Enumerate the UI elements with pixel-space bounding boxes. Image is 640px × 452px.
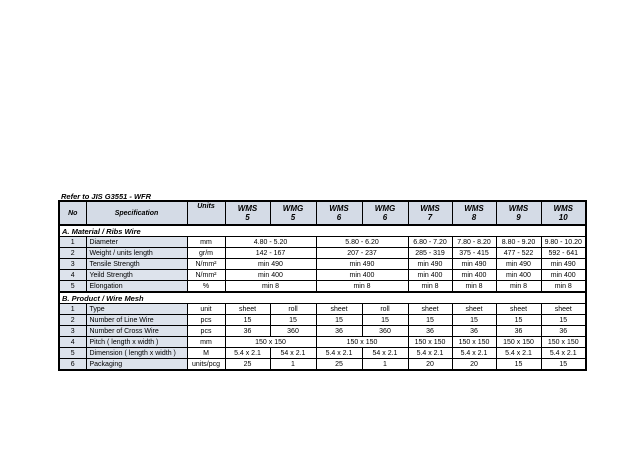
row-spec: Type bbox=[86, 304, 187, 315]
table-row bbox=[59, 270, 586, 281]
cell-value: 15 bbox=[362, 315, 408, 326]
row-unit: unit bbox=[187, 304, 225, 315]
cell-value: roll bbox=[270, 304, 316, 315]
cell-value: 6.80 - 7.20 bbox=[408, 237, 452, 248]
table-row bbox=[59, 237, 586, 248]
cell-value: min 490 bbox=[541, 259, 586, 270]
section-title-material: A. Material / Ribs Wire bbox=[59, 225, 586, 237]
cell-value: sheet bbox=[452, 304, 496, 315]
cell-value: 36 bbox=[452, 326, 496, 337]
cell-value: min 8 bbox=[496, 281, 541, 293]
table-row bbox=[59, 359, 586, 371]
cell-value: 54 x 2.1 bbox=[362, 348, 408, 359]
cell-value: 5.4 x 2.1 bbox=[225, 348, 270, 359]
row-unit: units/pcg bbox=[187, 359, 225, 371]
cell-value: 15 bbox=[496, 315, 541, 326]
cell-value: 15 bbox=[496, 359, 541, 371]
cell-value: sheet bbox=[316, 304, 362, 315]
header-row bbox=[59, 201, 586, 225]
cell-value: min 400 bbox=[316, 270, 408, 281]
cell-value: 5.4 x 2.1 bbox=[408, 348, 452, 359]
cell-value: 150 x 150 bbox=[541, 337, 586, 348]
header-units: Units bbox=[187, 201, 225, 225]
cell-value: 5.4 x 2.1 bbox=[496, 348, 541, 359]
row-no: 5 bbox=[59, 281, 86, 293]
cell-value: 360 bbox=[362, 326, 408, 337]
cell-value: 285 - 319 bbox=[408, 248, 452, 259]
row-unit: pcs bbox=[187, 315, 225, 326]
cell-value: 36 bbox=[541, 326, 586, 337]
row-no: 3 bbox=[59, 326, 86, 337]
cell-value: min 400 bbox=[452, 270, 496, 281]
row-no: 3 bbox=[59, 259, 86, 270]
cell-value: min 8 bbox=[452, 281, 496, 293]
row-no: 1 bbox=[59, 304, 86, 315]
cell-value: min 400 bbox=[541, 270, 586, 281]
cell-value: 36 bbox=[496, 326, 541, 337]
row-no: 6 bbox=[59, 359, 86, 371]
cell-value: min 490 bbox=[225, 259, 316, 270]
cell-value: 142 - 167 bbox=[225, 248, 316, 259]
row-spec: Yeild Strength bbox=[86, 270, 187, 281]
cell-value: 36 bbox=[408, 326, 452, 337]
cell-value: 36 bbox=[316, 326, 362, 337]
cell-value: 7.80 - 8.20 bbox=[452, 237, 496, 248]
header-grade: WMS 9 bbox=[496, 201, 541, 225]
row-spec: Pitch ( length x width ) bbox=[86, 337, 187, 348]
header-grade: WMS 6 bbox=[316, 201, 362, 225]
header-grade: WMS 10 bbox=[541, 201, 586, 225]
row-spec: Number of Cross Wire bbox=[86, 326, 187, 337]
row-unit: % bbox=[187, 281, 225, 293]
cell-value: 8.80 - 9.20 bbox=[496, 237, 541, 248]
cell-value: min 490 bbox=[452, 259, 496, 270]
cell-value: 207 - 237 bbox=[316, 248, 408, 259]
row-spec: Dimension ( length x width ) bbox=[86, 348, 187, 359]
cell-value: 150 x 150 bbox=[408, 337, 452, 348]
cell-value: 54 x 2.1 bbox=[270, 348, 316, 359]
cell-value: sheet bbox=[408, 304, 452, 315]
row-no: 2 bbox=[59, 315, 86, 326]
cell-value: 4.80 - 5.20 bbox=[225, 237, 316, 248]
table-row bbox=[59, 259, 586, 270]
cell-value: 15 bbox=[452, 315, 496, 326]
cell-value: 25 bbox=[316, 359, 362, 371]
row-spec: Tensile Strength bbox=[86, 259, 187, 270]
cell-value: min 400 bbox=[496, 270, 541, 281]
row-unit: gr/m bbox=[187, 248, 225, 259]
table-row bbox=[59, 337, 586, 348]
cell-value: 150 x 150 bbox=[452, 337, 496, 348]
table-row bbox=[59, 304, 586, 315]
cell-value: 36 bbox=[225, 326, 270, 337]
cell-value: min 8 bbox=[408, 281, 452, 293]
cell-value: 20 bbox=[408, 359, 452, 371]
cell-value: 15 bbox=[541, 315, 586, 326]
cell-value: min 8 bbox=[316, 281, 408, 293]
cell-value: min 8 bbox=[541, 281, 586, 293]
cell-value: 5.4 x 2.1 bbox=[452, 348, 496, 359]
cell-value: 15 bbox=[408, 315, 452, 326]
cell-value: 15 bbox=[541, 359, 586, 371]
cell-value: 477 - 522 bbox=[496, 248, 541, 259]
cell-value: 15 bbox=[316, 315, 362, 326]
row-spec: Packaging bbox=[86, 359, 187, 371]
row-spec: Weight / units length bbox=[86, 248, 187, 259]
header-grade: WMS 5 bbox=[225, 201, 270, 225]
row-unit: N/mm² bbox=[187, 270, 225, 281]
cell-value: 5.4 x 2.1 bbox=[541, 348, 586, 359]
row-no: 2 bbox=[59, 248, 86, 259]
cell-value: 20 bbox=[452, 359, 496, 371]
row-unit: mm bbox=[187, 337, 225, 348]
header-grade: WMG 5 bbox=[270, 201, 316, 225]
cell-value: sheet bbox=[225, 304, 270, 315]
specification-table bbox=[58, 200, 587, 371]
row-spec: Diameter bbox=[86, 237, 187, 248]
cell-value: sheet bbox=[496, 304, 541, 315]
cell-value: min 8 bbox=[225, 281, 316, 293]
row-unit: mm bbox=[187, 237, 225, 248]
header-grade: WMG 6 bbox=[362, 201, 408, 225]
cell-value: min 490 bbox=[316, 259, 408, 270]
cell-value: min 400 bbox=[408, 270, 452, 281]
table-row bbox=[59, 281, 586, 293]
table-row bbox=[59, 348, 586, 359]
cell-value: 360 bbox=[270, 326, 316, 337]
cell-value: sheet bbox=[541, 304, 586, 315]
header-specification: Specification bbox=[86, 201, 187, 225]
table-row bbox=[59, 315, 586, 326]
row-no: 4 bbox=[59, 337, 86, 348]
cell-value: 592 - 641 bbox=[541, 248, 586, 259]
cell-value: roll bbox=[362, 304, 408, 315]
row-spec: Elongation bbox=[86, 281, 187, 293]
row-no: 1 bbox=[59, 237, 86, 248]
reference-note: Refer to JIS G3551 - WFR bbox=[61, 192, 152, 201]
cell-value: 150 x 150 bbox=[225, 337, 316, 348]
cell-value: 9.80 - 10.20 bbox=[541, 237, 586, 248]
cell-value: 1 bbox=[270, 359, 316, 371]
section-title-product: B. Product / Wire Mesh bbox=[59, 292, 586, 304]
row-no: 5 bbox=[59, 348, 86, 359]
row-unit: N/mm² bbox=[187, 259, 225, 270]
cell-value: 1 bbox=[362, 359, 408, 371]
header-grade: WMS 8 bbox=[452, 201, 496, 225]
header-grade: WMS 7 bbox=[408, 201, 452, 225]
cell-value: 150 x 150 bbox=[496, 337, 541, 348]
row-unit: pcs bbox=[187, 326, 225, 337]
row-spec: Number of Line Wire bbox=[86, 315, 187, 326]
table-row bbox=[59, 248, 586, 259]
cell-value: 150 x 150 bbox=[316, 337, 408, 348]
header-no: No bbox=[59, 201, 86, 225]
table-row bbox=[59, 326, 586, 337]
row-no: 4 bbox=[59, 270, 86, 281]
cell-value: 5.4 x 2.1 bbox=[316, 348, 362, 359]
cell-value: 5.80 - 6.20 bbox=[316, 237, 408, 248]
cell-value: 375 - 415 bbox=[452, 248, 496, 259]
cell-value: min 490 bbox=[496, 259, 541, 270]
cell-value: min 490 bbox=[408, 259, 452, 270]
row-unit: M bbox=[187, 348, 225, 359]
cell-value: min 400 bbox=[225, 270, 316, 281]
cell-value: 15 bbox=[225, 315, 270, 326]
cell-value: 25 bbox=[225, 359, 270, 371]
cell-value: 15 bbox=[270, 315, 316, 326]
